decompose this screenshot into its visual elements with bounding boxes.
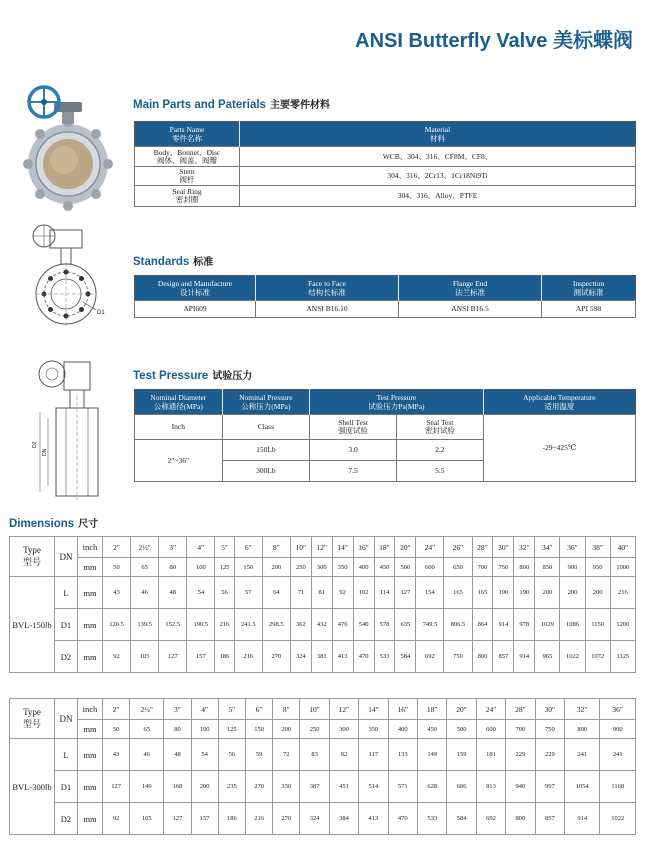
dimension-value: 81 — [311, 577, 332, 609]
size-inch: 40″ — [610, 537, 635, 558]
dimension-value: 216 — [215, 609, 234, 641]
size-inch: 28″ — [506, 699, 535, 720]
section-title-parts: Main Parts and Paterials 主要零件材料 — [133, 99, 330, 111]
unit-mm: mm — [78, 609, 103, 641]
dimension-value: 432 — [311, 609, 332, 641]
size-mm: 700 — [506, 720, 535, 739]
dimension-value: 241 — [565, 739, 600, 771]
dimension-value: 190 — [493, 577, 514, 609]
size-mm: 65 — [131, 558, 159, 577]
size-mm: 125 — [218, 720, 245, 739]
size-inch: 20″ — [395, 537, 416, 558]
size-inch: 12″ — [311, 537, 332, 558]
dimension-value: 330 — [273, 771, 300, 803]
dimension-value: 200 — [191, 771, 218, 803]
dimension-value: 92 — [103, 803, 130, 835]
size-mm: 450 — [374, 558, 395, 577]
dimension-value: 270 — [262, 641, 290, 673]
dimension-value: 43 — [103, 577, 131, 609]
dimension-value: 978 — [514, 609, 535, 641]
dimension-value: 56 — [218, 739, 245, 771]
dn-label: DN — [55, 537, 78, 577]
size-mm: 400 — [388, 720, 417, 739]
dimension-label: D2 — [55, 641, 78, 673]
dimension-value: 157 — [191, 803, 218, 835]
size-inch: 16″ — [388, 699, 417, 720]
dimension-value: 139.5 — [131, 609, 159, 641]
dimension-value: 149 — [130, 771, 164, 803]
dimension-value: 149 — [418, 739, 447, 771]
size-mm: 600 — [416, 558, 444, 577]
size-mm: 1000 — [610, 558, 635, 577]
dimension-value: 384 — [329, 803, 358, 835]
table-header-row — [10, 537, 636, 558]
dimension-label: D1 — [55, 609, 78, 641]
dimension-value: 127 — [103, 771, 130, 803]
dimension-value: 241.5 — [234, 609, 262, 641]
dimension-value: 533 — [374, 641, 395, 673]
dimension-value: 914 — [514, 641, 535, 673]
dn-label: DN — [55, 699, 78, 739]
dimension-value: 48 — [164, 739, 191, 771]
dimension-value: 1054 — [565, 771, 600, 803]
size-inch: 30″ — [535, 699, 564, 720]
dimension-value: 584 — [447, 803, 476, 835]
dimension-value: 578 — [374, 609, 395, 641]
dimension-value: 154 — [416, 577, 444, 609]
dimension-value: 806.5 — [444, 609, 472, 641]
parts-header-name: Parts Name 零件名称 — [135, 122, 240, 147]
dimension-value: 200 — [560, 577, 585, 609]
dimension-value: 186 — [215, 641, 234, 673]
dimension-value: 692 — [416, 641, 444, 673]
dimension-value: 159 — [447, 739, 476, 771]
table-row — [10, 739, 636, 771]
table-header-row — [10, 558, 636, 577]
dimension-value: 56 — [215, 577, 234, 609]
dimension-value: 864 — [472, 609, 493, 641]
size-mm: 900 — [600, 720, 636, 739]
size-inch: 2″ — [103, 699, 130, 720]
unit-inch: inch — [78, 537, 103, 558]
dimension-value: 533 — [418, 803, 447, 835]
size-inch: 16″ — [353, 537, 374, 558]
dimension-value: 168 — [164, 771, 191, 803]
size-mm: 200 — [273, 720, 300, 739]
size-inch: 5″ — [215, 537, 234, 558]
dimension-label: D1 — [55, 771, 78, 803]
size-inch: 8″ — [262, 537, 290, 558]
dimension-value: 181 — [476, 739, 505, 771]
dimension-value: 857 — [493, 641, 514, 673]
table-row — [10, 771, 636, 803]
dimension-value: 46 — [130, 739, 164, 771]
dimension-value: 965 — [535, 641, 560, 673]
dimension-value: 105 — [131, 641, 159, 673]
size-mm: 50 — [103, 720, 130, 739]
table-row: Seal Ring 密封圈 304、316、Alloy、PTFE — [135, 186, 636, 207]
svg-text:D1: D1 — [97, 310, 105, 316]
size-inch: 28″ — [472, 537, 493, 558]
dimension-value: 470 — [388, 803, 417, 835]
dimension-value: 476 — [332, 609, 353, 641]
dimension-value: 914 — [493, 609, 514, 641]
table-header-row — [10, 720, 636, 739]
dimension-value: 1022 — [600, 803, 636, 835]
dimension-value: 540 — [353, 609, 374, 641]
dimension-value: 117 — [359, 739, 388, 771]
dimensions-table-150lb — [9, 536, 636, 673]
dimension-value: 229 — [506, 739, 535, 771]
dimension-value: 186 — [218, 803, 245, 835]
dimension-value: 571 — [388, 771, 417, 803]
size-mm: 400 — [353, 558, 374, 577]
dimension-value: 584 — [395, 641, 416, 673]
parts-table — [134, 121, 636, 207]
size-mm: 600 — [476, 720, 505, 739]
dimension-value: 1022 — [560, 641, 585, 673]
size-inch: 18″ — [418, 699, 447, 720]
dimension-value: 229 — [535, 739, 564, 771]
size-mm: 350 — [332, 558, 353, 577]
unit-inch: inch — [78, 699, 103, 720]
size-mm: 750 — [535, 720, 564, 739]
dimensions-table-300lb — [9, 698, 636, 835]
size-inch: 3″ — [159, 537, 187, 558]
dimension-value: 152.5 — [159, 609, 187, 641]
model-label: BVL-150lb — [10, 577, 55, 673]
size-mm: 150 — [234, 558, 262, 577]
size-inch: 30″ — [493, 537, 514, 558]
dimension-value: 92 — [103, 641, 131, 673]
dimension-value: 1125 — [610, 641, 635, 673]
dimension-value: 270 — [245, 771, 272, 803]
dimension-value: 362 — [290, 609, 311, 641]
size-mm: 950 — [585, 558, 610, 577]
size-mm: 250 — [300, 720, 329, 739]
size-inch: 36″ — [560, 537, 585, 558]
table-row — [10, 641, 636, 673]
dimension-value: 324 — [290, 641, 311, 673]
dimension-value: 413 — [332, 641, 353, 673]
size-mm: 500 — [395, 558, 416, 577]
type-label: Type 型号 — [10, 537, 55, 577]
dimension-value: 1072 — [585, 641, 610, 673]
size-inch: 4″ — [187, 537, 215, 558]
side-view-drawing — [30, 356, 100, 502]
dimension-label: D2 — [55, 803, 78, 835]
dimension-label: L — [55, 739, 78, 771]
svg-text:DN: DN — [42, 448, 48, 456]
size-mm: 200 — [262, 558, 290, 577]
dimension-value: 59 — [245, 739, 272, 771]
dimension-value: 1200 — [610, 609, 635, 641]
dimension-value: 692 — [476, 803, 505, 835]
dimension-value: 857 — [535, 803, 564, 835]
dimension-value: 127 — [164, 803, 191, 835]
unit-mm: mm — [78, 720, 103, 739]
unit-mm: mm — [78, 771, 103, 803]
dimension-value: 200 — [535, 577, 560, 609]
size-mm: 100 — [191, 720, 218, 739]
svg-text:D2: D2 — [32, 441, 38, 448]
dimension-value: 72 — [273, 739, 300, 771]
type-label: Type 型号 — [10, 699, 55, 739]
parts-header-material: Material 材料 — [240, 122, 636, 147]
dimension-value: 48 — [159, 577, 187, 609]
standards-table: Design and Manufacture 设计标准 Face to Face 结构长标准 Flange End 法兰标准 Inspection 测试标准 API609 ANSI B16.10 ANSI B16.5 API 598 — [134, 275, 636, 318]
unit-mm: mm — [78, 803, 103, 835]
dimension-value: 127 — [395, 577, 416, 609]
size-inch: 34″ — [535, 537, 560, 558]
size-inch: 24″ — [416, 537, 444, 558]
size-mm: 650 — [444, 558, 472, 577]
size-inch: 8″ — [273, 699, 300, 720]
size-mm: 850 — [535, 558, 560, 577]
dimension-value: 270 — [273, 803, 300, 835]
size-inch: 12″ — [329, 699, 358, 720]
table-row: Stem 阀杆 304、316、2Cr13、1Cr18Ni9Ti — [135, 167, 636, 186]
size-inch: 38″ — [585, 537, 610, 558]
dimension-value: 54 — [187, 577, 215, 609]
unit-mm: mm — [78, 558, 103, 577]
size-inch: 10″ — [290, 537, 311, 558]
section-title-test-pressure: Test Pressure 试验压力 — [133, 370, 253, 382]
dimension-value: 216 — [610, 577, 635, 609]
dimension-value: 92 — [329, 739, 358, 771]
size-mm: 100 — [187, 558, 215, 577]
valve-photo — [18, 84, 118, 224]
size-mm: 500 — [447, 720, 476, 739]
size-inch: 2½″ — [130, 699, 164, 720]
unit-mm: mm — [78, 739, 103, 771]
dimension-value: 200 — [585, 577, 610, 609]
page-title: ANSI Butterfly Valve 美标蝶阀 — [355, 30, 633, 52]
dimension-value: 165 — [444, 577, 472, 609]
size-mm: 65 — [130, 720, 164, 739]
dimension-value: 686 — [447, 771, 476, 803]
section-title-dimensions: Dimensions 尺寸 — [9, 518, 99, 530]
table-row — [10, 803, 636, 835]
size-mm: 300 — [311, 558, 332, 577]
dimension-value: 92 — [332, 577, 353, 609]
dimension-value: 1168 — [600, 771, 636, 803]
size-inch: 36″ — [600, 699, 636, 720]
dimension-value: 165 — [472, 577, 493, 609]
size-mm: 350 — [359, 720, 388, 739]
size-mm: 750 — [493, 558, 514, 577]
dimension-value: 914 — [565, 803, 600, 835]
dimension-value: 241 — [600, 739, 636, 771]
front-view-drawing — [28, 222, 114, 330]
dimension-value: 749.5 — [416, 609, 444, 641]
model-label: BVL-300lb — [10, 739, 55, 835]
dimension-value: 216 — [234, 641, 262, 673]
size-mm: 450 — [418, 720, 447, 739]
dimension-value: 1150 — [585, 609, 610, 641]
dimension-value: 216 — [245, 803, 272, 835]
table-row: 2″~36″ 150Lb 3.0 2.2 — [135, 440, 636, 461]
dimension-value: 1086 — [560, 609, 585, 641]
dimension-value: 157 — [187, 641, 215, 673]
table-row: Body、Bonnet、Disc 阀体、阀盖、阀瓣 WCB、304、316、CF8M、CF8、 — [135, 147, 636, 167]
dimension-value: 628 — [418, 771, 447, 803]
size-inch: 20″ — [447, 699, 476, 720]
size-inch: 2″ — [103, 537, 131, 558]
dimension-value: 298.5 — [262, 609, 290, 641]
dimension-value: 190.5 — [187, 609, 215, 641]
dimension-value: 120.5 — [103, 609, 131, 641]
size-mm: 80 — [164, 720, 191, 739]
dimension-value: 71 — [290, 577, 311, 609]
dimension-value: 57 — [234, 577, 262, 609]
table-header-row — [10, 699, 636, 720]
size-inch: 3″ — [164, 699, 191, 720]
size-inch: 6″ — [234, 537, 262, 558]
dimension-value: 54 — [191, 739, 218, 771]
dimension-value: 387 — [300, 771, 329, 803]
size-mm: 150 — [245, 720, 272, 739]
dimension-value: 997 — [535, 771, 564, 803]
dimension-value: 514 — [359, 771, 388, 803]
unit-mm: mm — [78, 577, 103, 609]
dimension-value: 105 — [130, 803, 164, 835]
size-inch: 18″ — [374, 537, 395, 558]
dimension-value: 43 — [103, 739, 130, 771]
size-mm: 300 — [329, 720, 358, 739]
dimension-value: 64 — [262, 577, 290, 609]
dimension-value: 1029 — [535, 609, 560, 641]
table-row — [10, 609, 636, 641]
size-inch: 24″ — [476, 699, 505, 720]
dimension-value: 470 — [353, 641, 374, 673]
size-inch: 14″ — [332, 537, 353, 558]
dimension-value: 127 — [159, 641, 187, 673]
size-mm: 700 — [472, 558, 493, 577]
size-inch: 5″ — [218, 699, 245, 720]
table-row — [10, 577, 636, 609]
dimension-value: 114 — [374, 577, 395, 609]
size-mm: 50 — [103, 558, 131, 577]
dimension-value: 133 — [388, 739, 417, 771]
size-inch: 14″ — [359, 699, 388, 720]
dimension-value: 451 — [329, 771, 358, 803]
size-mm: 800 — [565, 720, 600, 739]
dimension-value: 413 — [359, 803, 388, 835]
test-pressure-table: Nominal Diameter 公称通径(MPa) Nominal Pressure 公称压力(MPa) Test Pressure 试验压力Ps(MPa) Applicable Temperature 适用温度 Inch Class Shell Test 强度试验 Seal Test 密封试验 -29~425℃ 2″~36″ 150Lb 3.0 2.2 300Lb 7.5 5.5 — [134, 389, 636, 482]
size-inch: 2½″ — [131, 537, 159, 558]
dimension-value: 800 — [506, 803, 535, 835]
dimension-value: 750 — [444, 641, 472, 673]
dimension-value: 190 — [514, 577, 535, 609]
size-mm: 125 — [215, 558, 234, 577]
size-mm: 250 — [290, 558, 311, 577]
size-inch: 26″ — [444, 537, 472, 558]
dimension-value: 324 — [300, 803, 329, 835]
size-mm: 900 — [560, 558, 585, 577]
unit-mm: mm — [78, 641, 103, 673]
dimension-value: 381 — [311, 641, 332, 673]
dimension-value: 813 — [476, 771, 505, 803]
size-inch: 6″ — [245, 699, 272, 720]
dimension-value: 235 — [218, 771, 245, 803]
dimension-value: 46 — [131, 577, 159, 609]
dimension-value: 635 — [395, 609, 416, 641]
table-row: 300Lb 7.5 5.5 — [135, 461, 636, 482]
section-title-standards: Standards 标准 — [133, 256, 214, 268]
size-inch: 32″ — [514, 537, 535, 558]
size-inch: 10″ — [300, 699, 329, 720]
size-inch: 32″ — [565, 699, 600, 720]
size-inch: 4″ — [191, 699, 218, 720]
size-mm: 80 — [159, 558, 187, 577]
size-mm: 800 — [514, 558, 535, 577]
dimension-label: L — [55, 577, 78, 609]
dimension-value: 940 — [506, 771, 535, 803]
dimension-value: 800 — [472, 641, 493, 673]
dimension-value: 83 — [300, 739, 329, 771]
table-row: API609 ANSI B16.10 ANSI B16.5 API 598 — [135, 301, 636, 318]
dimension-value: 102 — [353, 577, 374, 609]
